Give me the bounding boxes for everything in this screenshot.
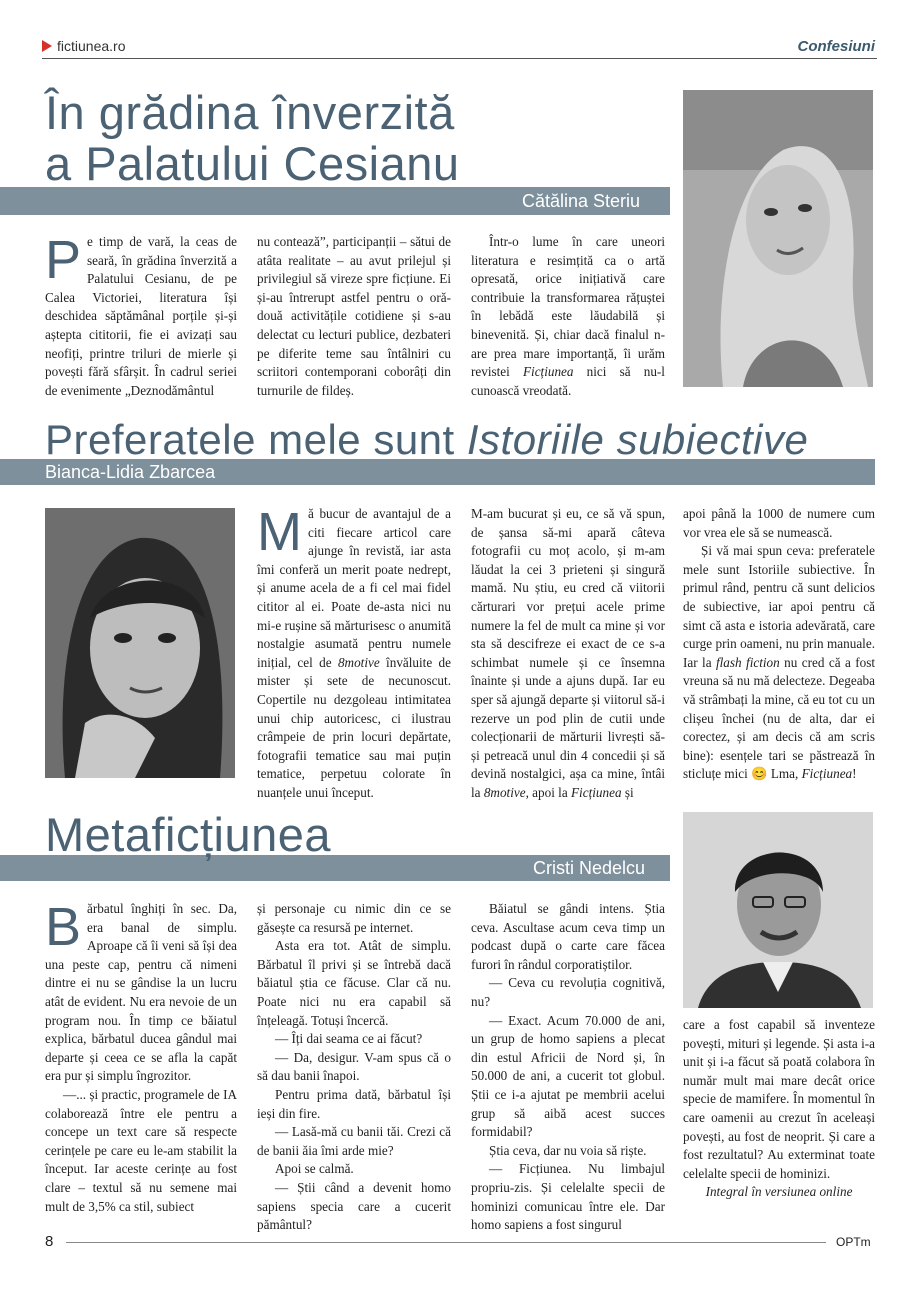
article2-col1-text: ă bucur de avantajul de a citi fiecare articol care ajunge în revistă, iar asta îmi conferă un merit poate nedrept, și anume acela de a fi cel mai fidel cititor al ei. Poate de-asta nici nu mi-e rușine să mărturisesc o anumită nostalgie asumată pentru numele inițial, cel de <box>257 506 451 670</box>
article1-col2-text: nu contează”, participanții – sătui de atâta realitate – au avut prilejul și privilegiul să vireze spre ficțiune. Ei și-au întrerupt astfel pentru o oră-două activitățile cotidiene și s-au delectat cu lecturi publice, dezbateri pe diferite teme sau întâlniri cu scriitori contemporani coborâți din turnurile de fildeș. <box>257 234 451 398</box>
smile-emoji-icon: 😊 <box>751 766 768 782</box>
article1-title-line1: În grădina înverzită <box>45 86 455 139</box>
article3-col2-p7: Apoi se calmă. <box>275 1161 354 1177</box>
article2-col3-end-a: Lma, <box>767 766 802 782</box>
article2-title-italic: Istoriile subiective <box>466 416 809 463</box>
article2-column-2 <box>471 505 665 803</box>
article2-author-photo <box>45 508 235 778</box>
article2-col3-p2-a: Și vă mai spun ceva: preferatele mele sunt Istoriile subiective. În primul rând, pentru că sunt delicios de subiective, iar apoi pentru că simt că asta e istoria adevărată, care curge prin oameni, nu prin manuale. Iar la <box>683 543 875 670</box>
page-number: 8 <box>45 1233 54 1250</box>
article1-col3-text-a: Într-o lume în care uneori literatura e resimțită ca o artă opresată, orice inițiativă care contribuie la transformarea rățuștei în lebădă este lăudabilă și binevenită. Și, chiar dacă finalul n-are prea mare importanță, îi urăm revistei <box>471 234 665 380</box>
article3-col3-p4: Știa ceva, dar nu voia să riște. <box>489 1142 647 1158</box>
article1-title-line2: a Palatului Cesianu <box>45 136 460 190</box>
article3-col3-p5: — Ficțiunea. Nu limbajul propriu-zis. Și celelalte specii de hominizi comunicau între ele. Dar homo sapiens a fost singurul <box>471 1161 665 1233</box>
article3-column-3 <box>471 900 665 1235</box>
article3-author: Cristi Nedelcu <box>533 858 646 878</box>
article1-author-photo <box>683 90 873 387</box>
article2-col2-text-a: M-am bucurat și eu, ce să vă spun, de șansa să-mi apară câteva fotografii cu moț acolo, și m-am lăudat la cei 3 prieteni și singură mamă. Nu știu, eu cred că viitorii cărturari vor prețui acele prime numere la fel de mult ca mine și vor sta să descifreze ei exact de ce s-a schimbat numele și ce însemna înainte și unde a ajuns după. Iar eu sper să ajungă departe și viitorul să-i rezerve un pod plin de cutii unde colecționarii de mărturii livrești să-și petreacă unul din 4 concedii și să devină nostalgici, așa ca mine, întâi la <box>471 506 665 800</box>
article3-col2-p5: Pentru prima dată, bărbatul își ieși din fire. <box>257 1086 451 1121</box>
article2-drop-cap: M <box>257 502 302 562</box>
site-name <box>42 38 125 54</box>
article1-title <box>45 88 460 190</box>
article2-title <box>45 417 808 462</box>
section-label: Confesiuni <box>797 38 875 55</box>
play-triangle-icon <box>42 40 52 52</box>
article3-author-photo <box>683 812 873 1008</box>
article3-col1-p1: ărbatul înghiți în sec. Da, era banal de simplu. Aproape că îi veni să își dea una peste cap, pentru că nimeni dintre ei nu se gândise la un lucru atât de evident. Nu era nevoie de un program nou. În timp ce băiatul explica, bărbatul ducea gândul mai departe și ceea ce se afla la capăt era pur și simplu îngrozitor. <box>45 901 237 1084</box>
article1-col1-text: e timp de vară, la ceas de seară, în grădina înverzită a Palatului Cesianu, de pe Calea Victoriei, literatura își deschidea săptămânal porțile și-și aștepta cititorii, fie ei avizați sau neofiți, printre triluri de mierle și povești fără sfârșit. În cadrul seriei de evenimente „Deznodământul <box>45 234 237 398</box>
article1-column-2 <box>257 233 451 400</box>
article2-col2-text-b: și <box>621 784 634 800</box>
article3-col2-p2: Asta era tot. Atât de simplu. Bărbatul îl privi și se întrebă dacă băiatul știa ce făcuse. Clar că nu. Poate nici nu era capabil să înțeleagă. Totuși încercă. <box>257 938 451 1028</box>
article3-col2-p3: — Îți dai seama ce ai făcut? <box>275 1031 423 1047</box>
article3-col2-p4: — Da, desigur. V-am spus că o să dau banii înapoi. <box>257 1049 451 1084</box>
article3-col2-p8: — Știi când a devenit homo sapiens specia care a cucerit pământul? <box>257 1179 451 1233</box>
article1-col3-emph: Ficțiunea <box>522 364 574 380</box>
article3-col3-p2: — Ceva cu revoluția cognitivă, nu? <box>471 975 665 1009</box>
article2-col3-p2-b: nu cred că a fost vreuna să nu mă delecteze. Degeaba vă strâmbați la mine, că eu tot cu un clișeu închei (nu de alta, dar ei corectez, și am decis că am scris bine): esențele tari se păstrează în sticluțe mici <box>683 654 876 782</box>
magazine-name: OPTm <box>836 1235 871 1249</box>
article3-continued-note: Integral în versiunea online <box>705 1184 853 1200</box>
article3-title: Metaficțiunea <box>45 808 332 861</box>
article3-column-1 <box>45 897 237 1216</box>
site-label: fictiunea.ro <box>57 38 126 54</box>
article3-col1-p2: —... și practic, programele de IA colaborează între ele pentru a concepe un text care să respecte cerințele pe care eu le-am stabilit la început. Iar aceste cerințe au fost clare – textul să nu semene mai mult de 3,5% ca stil, subiect <box>45 1086 237 1214</box>
footer-rule <box>66 1242 826 1243</box>
article2-title-plain: Preferatele mele sunt <box>45 416 467 463</box>
article1-column-3 <box>471 233 665 400</box>
article2-col3-p2-emph: flash fiction <box>715 654 780 670</box>
article3-col3-p1: Băiatul se gândi intens. Știa ceva. Ascultase acum ceva timp un podcast după o carte care făcea furori în rândul corporatiștilor. <box>471 901 665 972</box>
article3-col4-p1: care a fost capabil să inventeze povești, mituri și legende. Și asta i-a unit și i-a făcut să poată colabora în număr mult mai mare decât orice specie de mamifere. În momentul în care oamenii au crezut în aceleași povești, au fost de neoprit. Și care a fost rezultatul? Au exterminat toate celelalte specii de hominizi. <box>683 1017 875 1181</box>
article2-col2-mid: , apoi la <box>525 784 571 800</box>
article2-col1-text-b: învăluite de mister și sete de necunoscut. Copertile nu dezgoleau intimitatea unui chip autoricesc, ci ilustrau crâmpeie de prin locuri depărtate, fotografii tematice sau mai puțin tematice, perpetuu colorate în nuanțele unui început. <box>257 654 451 800</box>
article1-col3-text-b: nici să nu-l cunoască vreodată. <box>471 364 665 398</box>
article3-column-2 <box>257 900 451 1235</box>
article2-col1-emph: 8motive <box>337 654 380 670</box>
article2-column-1 <box>257 502 451 803</box>
article1-drop-cap: P <box>45 230 82 290</box>
article1-column-1 <box>45 230 237 400</box>
article3-col2-p1: și personaje cu nimic din ce se găsește ca resursă pe internet. <box>257 901 451 935</box>
article3-drop-cap: B <box>45 897 82 957</box>
article2-col3-end-b: ! <box>852 766 857 782</box>
article2-author: Bianca-Lidia Zbarcea <box>45 462 216 482</box>
article2-col3-p1: apoi până la 1000 de numere cum vor vrea ele să se numească. <box>683 506 875 540</box>
article3-column-4 <box>683 1016 875 1202</box>
article3-col2-p6: — Lasă-mă cu banii tăi. Crezi că de banii ăia îmi arde mie? <box>257 1124 451 1158</box>
article3-col3-p3: — Exact. Acum 70.000 de ani, un grup de homo sapiens a plecat din estul Africii de Nord și, în 50.000 de ani, a cucerit tot globul. Știi ce i-a ajutat pe membrii acelui grup să aibă acest succes formidabil? <box>471 1012 665 1140</box>
header-rule <box>42 58 877 59</box>
article2-col2-emph2: Ficțiunea <box>571 784 622 800</box>
article2-col3-end-emph: Ficțiunea <box>801 766 853 782</box>
article2-col2-emph1: 8motive <box>483 784 526 800</box>
article1-author: Cătălina Steriu <box>522 191 641 211</box>
article2-column-3 <box>683 505 875 784</box>
